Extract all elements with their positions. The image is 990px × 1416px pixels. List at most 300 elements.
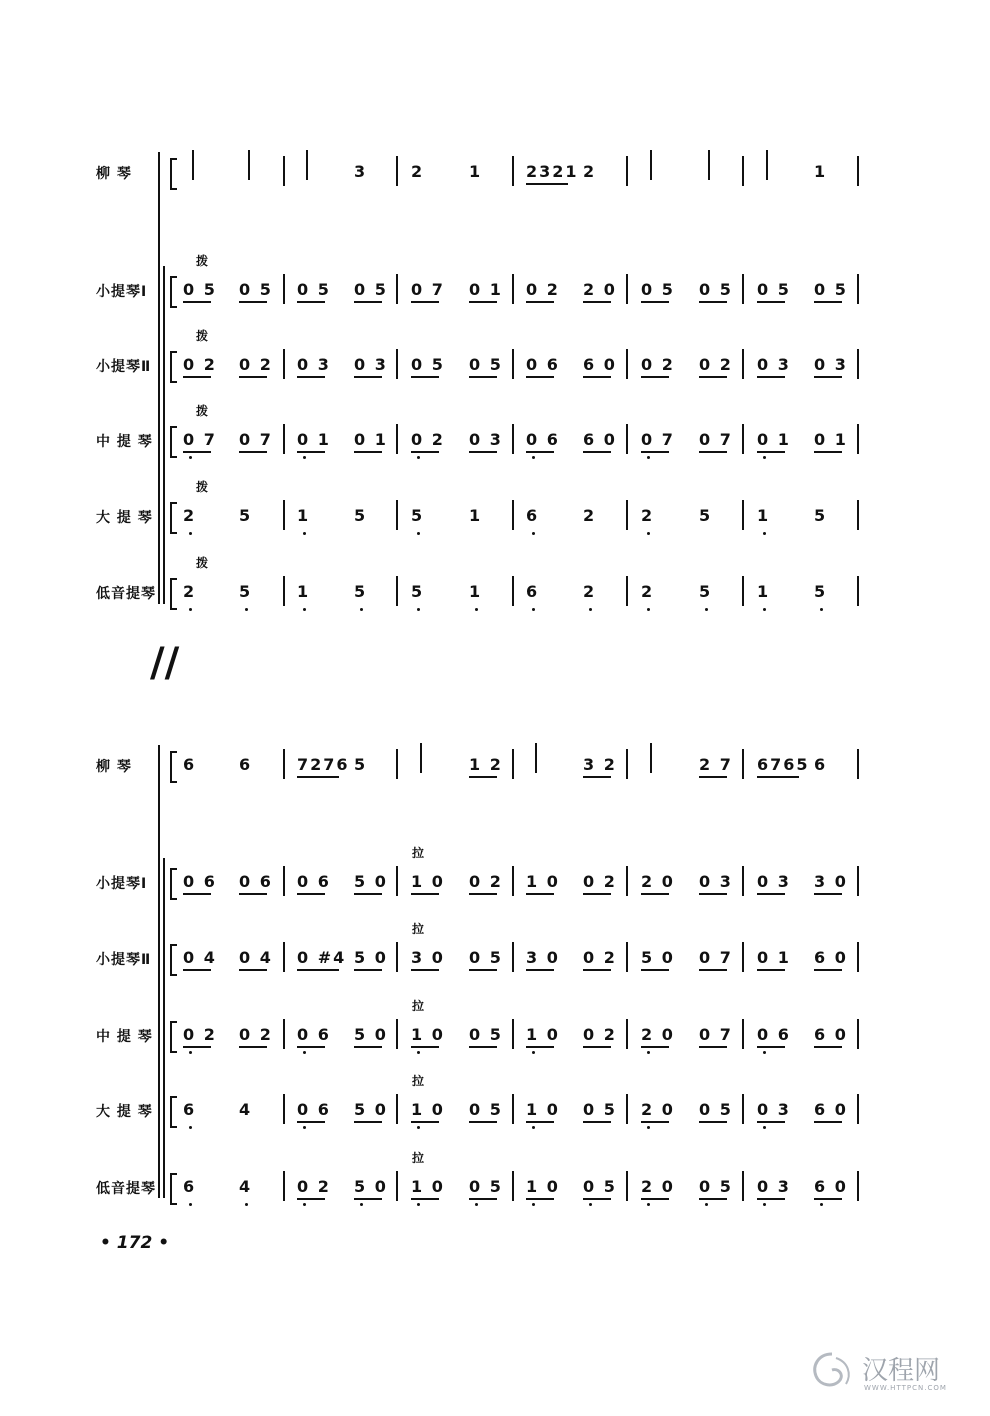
note: 2 7 <box>699 755 733 774</box>
octave-dot <box>532 532 535 535</box>
staff-bracket <box>170 868 177 900</box>
beam-underline <box>411 1046 439 1048</box>
octave-dot <box>647 456 650 459</box>
note: 5 <box>814 582 828 601</box>
note: 1 <box>297 506 311 525</box>
barline <box>857 1094 859 1124</box>
beam-underline <box>239 451 267 453</box>
octave-dot <box>763 1051 766 1054</box>
beam-underline <box>814 1121 842 1123</box>
note: 2 <box>583 506 597 525</box>
barline <box>857 274 859 304</box>
beam-underline <box>699 893 727 895</box>
note: 0 3 <box>354 355 388 374</box>
note: 5 0 <box>354 948 388 967</box>
barline <box>283 749 285 779</box>
note: 6 <box>183 1177 197 1196</box>
barline <box>396 1171 398 1201</box>
barline <box>396 500 398 530</box>
note: 0 5 <box>641 280 675 299</box>
octave-dot <box>245 1203 248 1206</box>
beam-underline <box>583 776 611 778</box>
octave-dot <box>763 532 766 535</box>
barline <box>626 942 628 972</box>
octave-dot <box>189 608 192 611</box>
beam-underline <box>183 1046 211 1048</box>
barline <box>283 866 285 896</box>
beam-underline <box>411 1121 439 1123</box>
barline <box>742 274 744 304</box>
note: 5 <box>354 506 368 525</box>
octave-dot <box>647 532 650 535</box>
beam-underline <box>641 1046 669 1048</box>
note: 2 <box>183 582 197 601</box>
note: 6 <box>183 755 197 774</box>
note: 0 4 <box>183 948 217 967</box>
note: 1 0 <box>526 872 560 891</box>
part-label: 小提琴Ⅱ <box>96 952 152 968</box>
note: 0 5 <box>354 280 388 299</box>
note: 0 5 <box>583 1177 617 1196</box>
beam-underline <box>757 1121 785 1123</box>
note: 2 <box>583 162 597 181</box>
beam-underline <box>526 1121 554 1123</box>
part-label: 柳 琴 <box>96 166 132 182</box>
barline <box>742 1094 744 1124</box>
beam-underline <box>699 451 727 453</box>
beam-underline <box>699 376 727 378</box>
technique-marking: 拉 <box>412 1074 425 1088</box>
watermark-swirl-icon <box>806 1348 858 1400</box>
note: 0 6 <box>297 872 331 891</box>
barline <box>626 1019 628 1049</box>
note: 1 <box>297 582 311 601</box>
octave-dot <box>417 1126 420 1129</box>
barline <box>742 500 744 530</box>
barline <box>626 749 628 779</box>
beam-underline <box>699 1198 727 1200</box>
note: 0 5 <box>469 1177 503 1196</box>
chord-stack <box>650 150 658 180</box>
beam-underline <box>757 893 785 895</box>
note: 5 <box>699 582 713 601</box>
note: 2 0 <box>641 872 675 891</box>
barline <box>396 274 398 304</box>
barline <box>857 500 859 530</box>
beam-underline <box>526 1046 554 1048</box>
barline <box>396 156 398 186</box>
part-label: 大 提 琴 <box>96 510 153 526</box>
barline <box>283 156 285 186</box>
octave-dot <box>360 608 363 611</box>
note: 0 2 <box>183 1025 217 1044</box>
page-number: • 172 • <box>100 1233 170 1253</box>
beam-underline <box>526 301 554 303</box>
chord-stack <box>535 743 543 773</box>
barline <box>283 1094 285 1124</box>
octave-dot <box>417 456 420 459</box>
octave-dot <box>820 608 823 611</box>
note: 1 <box>757 506 771 525</box>
beam-underline <box>297 376 325 378</box>
note: 3 0 <box>411 948 445 967</box>
note: 0 7 <box>239 430 273 449</box>
technique-marking: 拉 <box>412 1151 425 1165</box>
beam-underline <box>583 451 611 453</box>
note: 2 0 <box>583 280 617 299</box>
beam-underline <box>297 1121 325 1123</box>
barline <box>742 1171 744 1201</box>
barline <box>742 942 744 972</box>
barline <box>283 942 285 972</box>
technique-marking: 拉 <box>412 922 425 936</box>
technique-marking: 拨 <box>196 480 209 494</box>
octave-dot <box>303 1203 306 1206</box>
octave-dot <box>303 456 306 459</box>
note: 0 7 <box>699 430 733 449</box>
octave-dot <box>303 608 306 611</box>
note: 1 <box>469 506 483 525</box>
beam-underline <box>641 893 669 895</box>
staff-bracket <box>170 1021 177 1053</box>
barline <box>283 500 285 530</box>
barline <box>283 1019 285 1049</box>
note: 0 #4 <box>297 948 347 967</box>
barline <box>512 576 514 606</box>
note: 5 <box>411 582 425 601</box>
octave-dot <box>532 1126 535 1129</box>
note: 0 2 <box>239 1025 273 1044</box>
beam-underline <box>757 969 785 971</box>
beam-underline <box>583 1046 611 1048</box>
note: 0 6 <box>297 1100 331 1119</box>
part-label: 柳 琴 <box>96 759 132 775</box>
beam-underline <box>757 301 785 303</box>
barline <box>283 576 285 606</box>
note: 0 4 <box>239 948 273 967</box>
note: 0 3 <box>757 1177 791 1196</box>
note: 0 5 <box>297 280 331 299</box>
beam-underline <box>297 451 325 453</box>
barline <box>857 866 859 896</box>
note: 0 5 <box>469 1100 503 1119</box>
barline <box>512 1094 514 1124</box>
note: 0 7 <box>699 1025 733 1044</box>
staff-bracket <box>170 1173 177 1205</box>
octave-dot <box>189 532 192 535</box>
barline <box>857 1019 859 1049</box>
note: 5 <box>814 506 828 525</box>
barline <box>396 576 398 606</box>
octave-dot <box>417 532 420 535</box>
staff-bracket <box>170 426 177 458</box>
beam-underline <box>411 969 439 971</box>
beam-underline <box>583 376 611 378</box>
note: 1 0 <box>411 1100 445 1119</box>
beam-underline <box>583 893 611 895</box>
octave-dot <box>475 1203 478 1206</box>
staff-bracket <box>170 502 177 534</box>
beam-underline <box>239 301 267 303</box>
beam-underline <box>583 301 611 303</box>
octave-dot <box>532 1203 535 1206</box>
barline <box>857 576 859 606</box>
barline <box>283 349 285 379</box>
note: 0 3 <box>757 355 791 374</box>
note: 1 0 <box>411 1177 445 1196</box>
technique-marking: 拨 <box>196 254 209 268</box>
chord-stack <box>766 150 774 180</box>
note: 6 <box>239 755 253 774</box>
beam-underline <box>699 969 727 971</box>
note: 0 6 <box>757 1025 791 1044</box>
note: 0 5 <box>469 948 503 967</box>
octave-dot <box>705 1203 708 1206</box>
note: 0 5 <box>814 280 848 299</box>
technique-marking: 拨 <box>196 404 209 418</box>
barline <box>512 1171 514 1201</box>
beam-underline <box>469 969 497 971</box>
note: 2 0 <box>641 1025 675 1044</box>
barline <box>626 349 628 379</box>
note: 6 0 <box>583 355 617 374</box>
note: 6 <box>526 506 540 525</box>
barline <box>626 500 628 530</box>
note: 3 2 <box>583 755 617 774</box>
octave-dot <box>647 1203 650 1206</box>
chord-stack <box>650 743 658 773</box>
beam-underline <box>699 301 727 303</box>
octave-dot <box>189 456 192 459</box>
octave-dot <box>417 1051 420 1054</box>
barline <box>283 424 285 454</box>
beam-underline <box>469 893 497 895</box>
beam-underline <box>469 1046 497 1048</box>
note: 0 1 <box>814 430 848 449</box>
note: 6 0 <box>814 1025 848 1044</box>
barline <box>512 500 514 530</box>
beam-underline <box>297 301 325 303</box>
barline <box>283 274 285 304</box>
barline <box>742 576 744 606</box>
note: 1 0 <box>526 1100 560 1119</box>
note: 0 2 <box>239 355 273 374</box>
part-label: 中 提 琴 <box>96 434 153 450</box>
note: 0 1 <box>469 280 503 299</box>
note: 0 3 <box>757 872 791 891</box>
note: 1 0 <box>526 1177 560 1196</box>
barline <box>857 349 859 379</box>
note: 0 5 <box>699 1100 733 1119</box>
note: 5 0 <box>354 872 388 891</box>
staff-bracket <box>170 351 177 383</box>
octave-dot <box>763 608 766 611</box>
note: 3 <box>354 162 368 181</box>
barline <box>512 866 514 896</box>
barline <box>626 1094 628 1124</box>
note: 6 <box>526 582 540 601</box>
note: 1 0 <box>526 1025 560 1044</box>
beam-underline <box>354 376 382 378</box>
note: 0 5 <box>699 280 733 299</box>
note: 0 3 <box>757 1100 791 1119</box>
beam-underline <box>411 301 439 303</box>
note: 6 0 <box>814 1100 848 1119</box>
note: 0 5 <box>411 355 445 374</box>
note: 0 6 <box>297 1025 331 1044</box>
beam-underline <box>757 776 799 778</box>
staff-bracket <box>170 276 177 308</box>
note: 2321 <box>526 162 579 181</box>
beam-underline <box>411 1198 439 1200</box>
beam-underline <box>354 1198 382 1200</box>
beam-underline <box>699 1046 727 1048</box>
note: 0 2 <box>583 1025 617 1044</box>
part-label: 小提琴Ⅰ <box>96 876 148 892</box>
note: 5 <box>239 506 253 525</box>
note: 0 5 <box>183 280 217 299</box>
note: 1 0 <box>411 1025 445 1044</box>
note: 0 6 <box>183 872 217 891</box>
note: 7276 <box>297 755 350 774</box>
beam-underline <box>239 969 267 971</box>
note: 0 1 <box>757 948 791 967</box>
barline <box>626 274 628 304</box>
note: 3 0 <box>814 872 848 891</box>
string-group-brace <box>163 858 165 1198</box>
note: 5 0 <box>354 1025 388 1044</box>
beam-underline <box>354 451 382 453</box>
note: 0 7 <box>183 430 217 449</box>
beam-underline <box>641 451 669 453</box>
note: 1 2 <box>469 755 503 774</box>
note: 6 0 <box>814 948 848 967</box>
note: 2 <box>411 162 425 181</box>
beam-underline <box>183 451 211 453</box>
note: 0 7 <box>411 280 445 299</box>
octave-dot <box>189 1126 192 1129</box>
barline <box>396 424 398 454</box>
watermark-url: WWW.HTTPCN.COM <box>864 1384 947 1392</box>
note: 5 0 <box>641 948 675 967</box>
barline <box>626 576 628 606</box>
note: 2 <box>641 582 655 601</box>
note: 6 0 <box>583 430 617 449</box>
beam-underline <box>354 1046 382 1048</box>
beam-underline <box>699 776 727 778</box>
beam-underline <box>814 969 842 971</box>
beam-underline <box>469 301 497 303</box>
octave-dot <box>417 608 420 611</box>
watermark-text: 汉程网 <box>862 1356 941 1386</box>
note: 6 0 <box>814 1177 848 1196</box>
note: 0 6 <box>526 430 560 449</box>
chord-stack <box>306 150 314 180</box>
beam-underline <box>526 969 554 971</box>
note: 0 6 <box>239 872 273 891</box>
note: 0 7 <box>641 430 675 449</box>
staff-bracket <box>170 158 177 190</box>
note: 2 <box>183 506 197 525</box>
note: 5 0 <box>354 1177 388 1196</box>
beam-underline <box>814 301 842 303</box>
string-group-brace <box>163 266 165 604</box>
beam-underline <box>526 376 554 378</box>
beam-underline <box>757 1046 785 1048</box>
note: 0 5 <box>469 355 503 374</box>
barline <box>742 749 744 779</box>
barline <box>857 424 859 454</box>
octave-dot <box>189 1203 192 1206</box>
note: 2 <box>583 582 597 601</box>
octave-dot <box>647 1126 650 1129</box>
note: 0 2 <box>583 948 617 967</box>
beam-underline <box>757 376 785 378</box>
beam-underline <box>354 1121 382 1123</box>
note: 0 2 <box>297 1177 331 1196</box>
note: 0 1 <box>757 430 791 449</box>
barline <box>626 866 628 896</box>
note: 1 <box>757 582 771 601</box>
beam-underline <box>814 1046 842 1048</box>
barline <box>396 749 398 779</box>
beam-underline <box>297 776 339 778</box>
beam-underline <box>297 1198 325 1200</box>
beam-underline <box>469 1198 497 1200</box>
octave-dot <box>303 1126 306 1129</box>
beam-underline <box>699 1121 727 1123</box>
note: 0 5 <box>469 1025 503 1044</box>
note: 5 <box>239 582 253 601</box>
beam-underline <box>757 1198 785 1200</box>
octave-dot <box>820 1203 823 1206</box>
octave-dot <box>705 608 708 611</box>
beam-underline <box>469 1121 497 1123</box>
technique-marking: 拉 <box>412 846 425 860</box>
beam-underline <box>583 1198 611 1200</box>
octave-dot <box>245 608 248 611</box>
note: 0 3 <box>814 355 848 374</box>
note: 5 <box>354 755 368 774</box>
barline <box>512 156 514 186</box>
note: 0 2 <box>641 355 675 374</box>
note: 0 2 <box>583 872 617 891</box>
beam-underline <box>354 969 382 971</box>
beam-underline <box>239 893 267 895</box>
barline <box>857 749 859 779</box>
octave-dot <box>763 456 766 459</box>
note: 4 <box>239 1177 253 1196</box>
octave-dot <box>532 456 535 459</box>
note: 1 <box>814 162 828 181</box>
beam-underline <box>814 376 842 378</box>
octave-dot <box>303 1051 306 1054</box>
octave-dot <box>589 608 592 611</box>
barline <box>626 1171 628 1201</box>
beam-underline <box>183 376 211 378</box>
note: 5 <box>699 506 713 525</box>
part-label: 小提琴Ⅰ <box>96 284 148 300</box>
beam-underline <box>297 893 325 895</box>
octave-dot <box>763 1126 766 1129</box>
barline <box>512 1019 514 1049</box>
note: 0 2 <box>411 430 445 449</box>
beam-underline <box>526 893 554 895</box>
staff-bracket <box>170 944 177 976</box>
barline <box>857 156 859 186</box>
barline <box>742 866 744 896</box>
note: 2 0 <box>641 1100 675 1119</box>
